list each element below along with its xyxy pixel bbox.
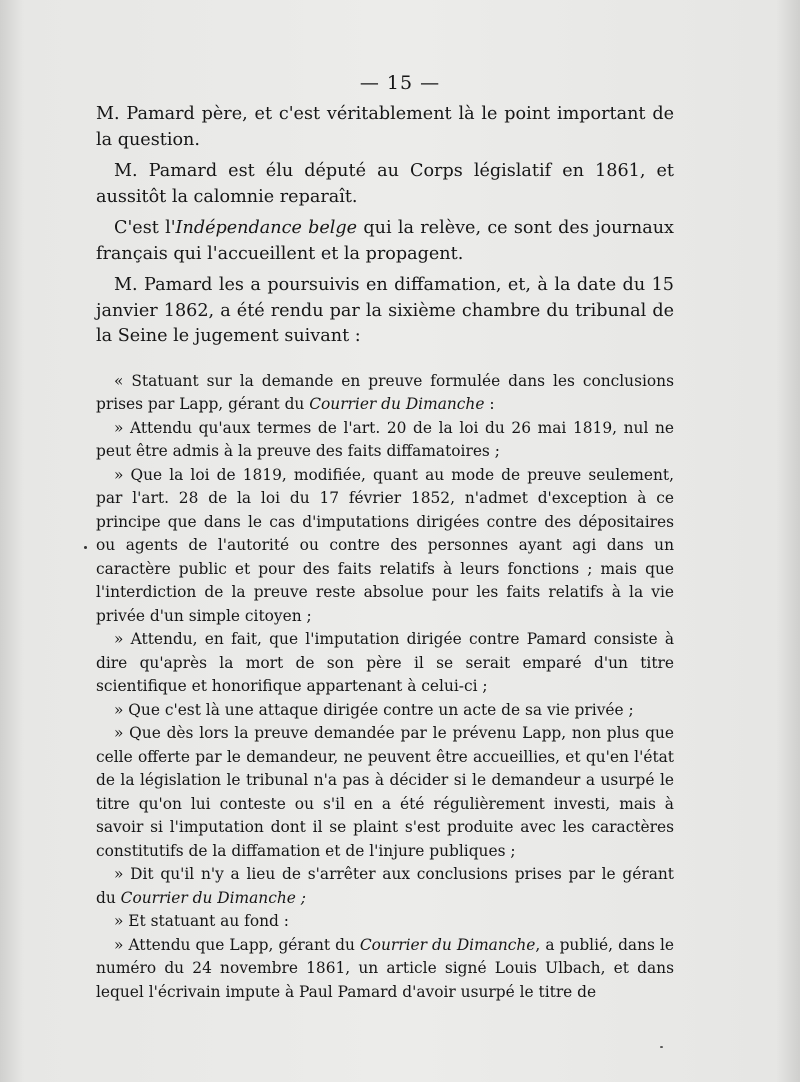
paragraph: C'est l'Indépendance belge qui la relève, ce sont des journaux français qui l'accueillent et la propagent. bbox=[96, 218, 674, 264]
ink-speck bbox=[660, 1046, 663, 1048]
judgment-paragraph: » Que dès lors la preuve demandée par le prévenu Lapp, non plus que celle offerte par le demandeur, ne peuvent être accueillies, et qu'en l'état de la législation le tribunal n'a pas à décider si le demandeur a usurpé le titre qu'on lui conteste ou s'il en a été régulièrement investi, mais à savoir si l'imputation dont il se plaint s'est produite avec les caractères constitutifs de la diffamation et de l'injure publiques ; bbox=[96, 724, 674, 860]
judgment-paragraph: » Que c'est là une attaque dirigée contre un acte de sa vie privée ; bbox=[114, 700, 634, 719]
judgment-paragraph: » Attendu, en fait, que l'imputation dirigée contre Pamard consiste à dire qu'après la mort de son père il se serait emparé d'un titre scientifique et honorifique appartenant à celui-ci ; bbox=[96, 630, 674, 695]
judgment-paragraph: » Attendu que Lapp, gérant du Courrier du Dimanche, a publié, dans le numéro du 24 novembre 1861, un article signé Louis Ulbach, et dans lequel l'écrivain impute à Paul Pamard d'avoir usurpé le titre de bbox=[96, 935, 674, 1001]
paragraph: M. Pamard les a poursuivis en diffamation, et, à la date du 15 janvier 1862, a été rendu par la sixième chambre du tribunal de la Seine le jugement suivant : bbox=[96, 275, 674, 346]
page-number: — 15 — bbox=[359, 72, 441, 94]
body-text bbox=[96, 102, 674, 1004]
judgment-paragraph: » Attendu qu'aux termes de l'art. 20 de la loi du 26 mai 1819, nul ne peut être admis à la preuve des faits diffamatoires ; bbox=[96, 418, 674, 460]
judgment-paragraph: » Et statuant au fond : bbox=[114, 912, 289, 930]
judgment-paragraph: « Statuant sur la demande en preuve formulée dans les conclusions prises par Lapp, gérant du Courrier du Dimanche : bbox=[96, 371, 674, 413]
ink-speck bbox=[84, 546, 87, 549]
judgment-paragraph: » Dit qu'il n'y a lieu de s'arrêter aux conclusions prises par le gérant du Courrier du Dimanche ; bbox=[96, 865, 674, 907]
paragraph: M. Pamard père, et c'est véritablement là le point important de la question. bbox=[96, 104, 674, 150]
judgment-paragraph: » Que la loi de 1819, modifiée, quant au mode de preuve seulement, par l'art. 28 de la loi du 17 février 1852, n'admet d'exception à ce principe que dans le cas d'imputations dirigées contre des dépositaires ou agents de l'autorité ou contre des personnes ayant agi dans un caractère public et pour des faits relatifs à leurs fonctions ; mais que l'interdiction de la preuve reste absolue pour les faits relatifs à la vie privée d'un simple citoyen ; bbox=[96, 465, 674, 625]
judgment-quote bbox=[96, 370, 674, 1005]
paragraph: M. Pamard est élu député au Corps législatif en 1861, et aussitôt la calomnie reparaît. bbox=[96, 161, 674, 207]
